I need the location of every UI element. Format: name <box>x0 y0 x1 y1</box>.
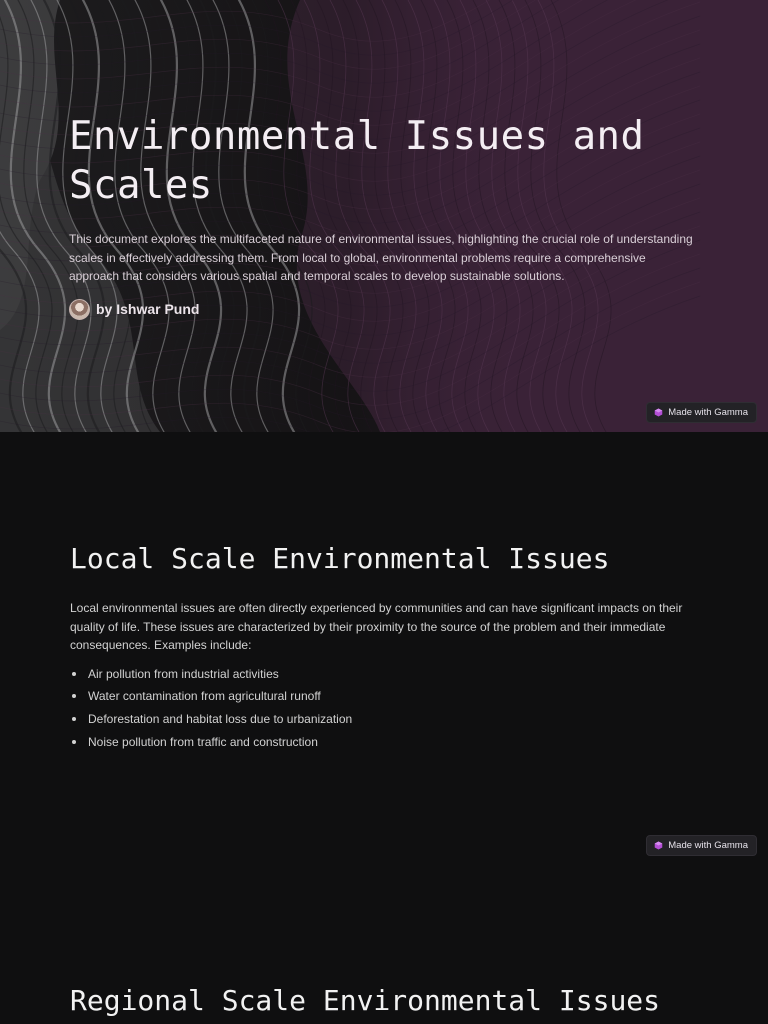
gamma-logo-icon <box>654 841 663 850</box>
section-heading: Regional Scale Environmental Issues <box>70 984 661 1017</box>
regional-scale-section <box>70 983 660 1019</box>
author-name: by Ishwar Pund <box>96 301 200 317</box>
list-item: Air pollution from industrial activities <box>70 665 690 683</box>
title-slide <box>0 0 768 432</box>
made-with-gamma-badge[interactable] <box>646 402 757 423</box>
made-with-gamma-badge[interactable] <box>646 835 757 856</box>
document-title: Environmental Issues and Scales <box>69 114 645 208</box>
list-item: Noise pollution from traffic and construction <box>70 733 690 751</box>
examples-list <box>70 665 690 751</box>
list-item: Deforestation and habitat loss due to urbanization <box>70 710 690 728</box>
document-description: This document explores the multifaceted nature of environmental issues, highlighting the crucial role of understanding scales in effectively addressing them. From local to global, environmental problems require a comprehensive approach that considers various spatial and temporal scales to develop sustainable solutions. <box>69 232 693 283</box>
local-scale-section <box>70 541 690 755</box>
list-item: Water contamination from agricultural runoff <box>70 687 690 705</box>
section-paragraph: Local environmental issues are often directly experienced by communities and can have significant impacts on their quality of life. These issues are characterized by their proximity to the source of the problem and their immediate consequences. Examples include: <box>70 601 683 652</box>
author-avatar <box>69 299 90 320</box>
badge-label: Made with Gamma <box>668 407 748 418</box>
badge-label: Made with Gamma <box>668 840 748 851</box>
title-block <box>69 112 709 320</box>
section-heading: Local Scale Environmental Issues <box>70 542 610 575</box>
author-byline <box>69 299 709 320</box>
gamma-logo-icon <box>654 408 663 417</box>
